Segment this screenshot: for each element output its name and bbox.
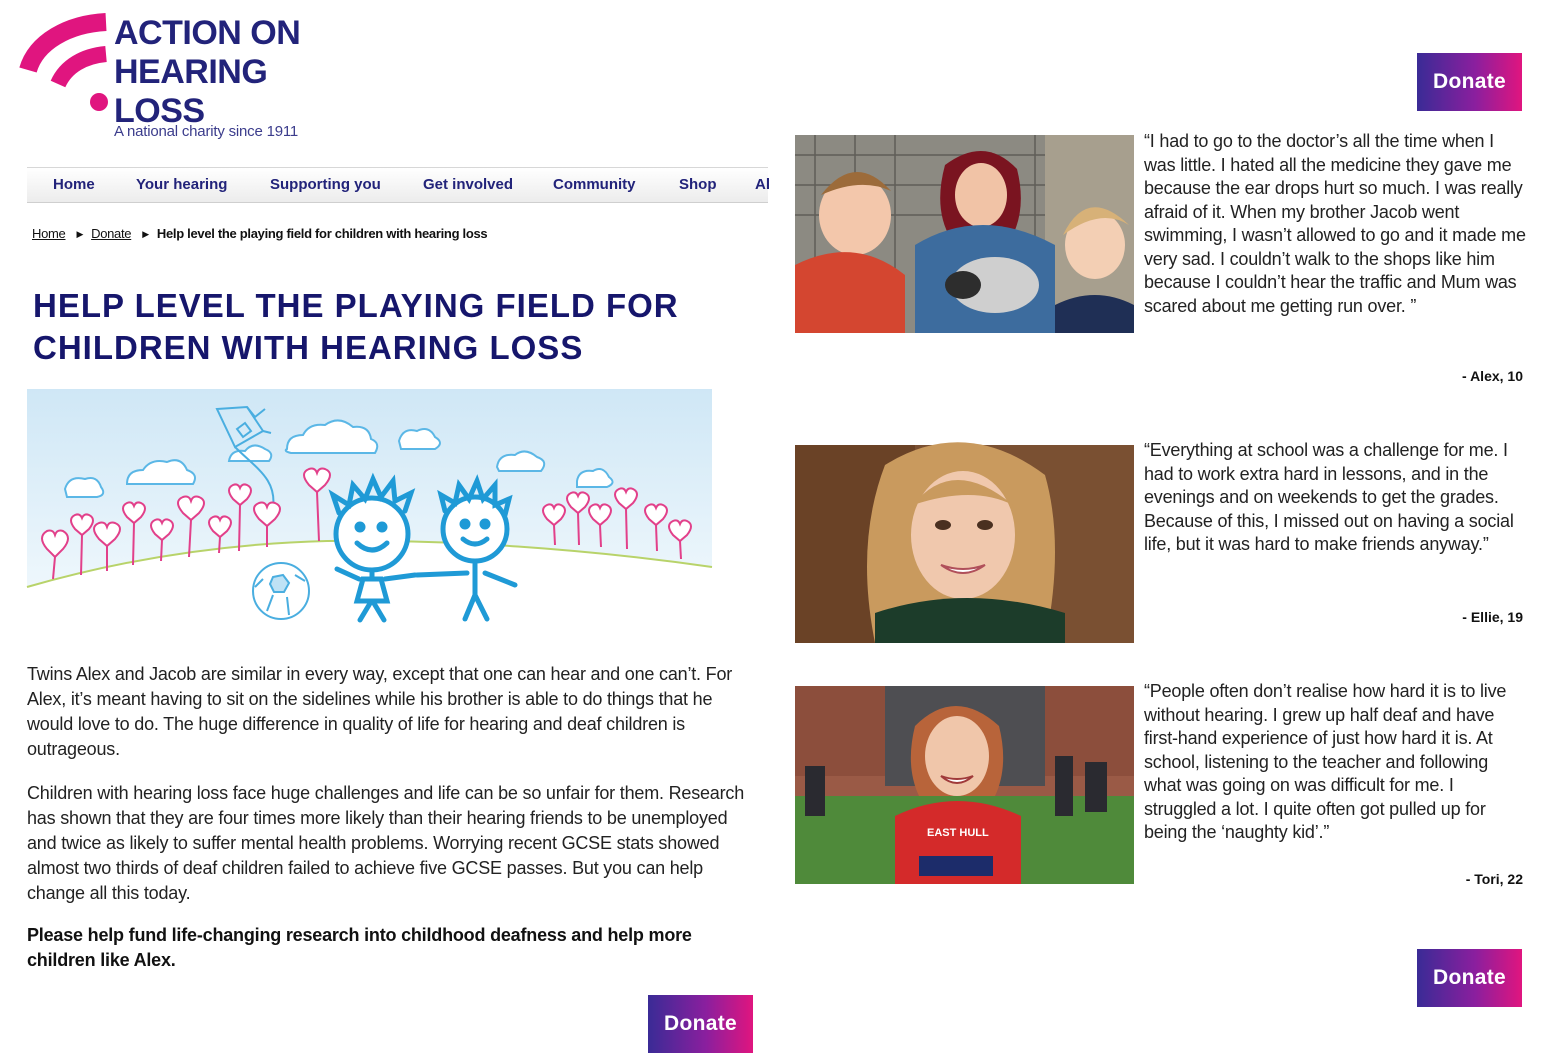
nav-item-shop[interactable]: Shop <box>679 176 717 193</box>
svg-text:EAST HULL: EAST HULL <box>927 827 989 839</box>
nav-item-more[interactable]: Al <box>755 176 770 193</box>
page-title: HELP LEVEL THE PLAYING FIELD FOR CHILDREN WITH HEARING LOSS <box>33 287 679 366</box>
testimonial-quote-tori: “People often don’t realise how hard it is to live without hearing. I grew up half deaf and have first-hand experience of just how hard it is. At school, listening to the teacher and following what was going on was difficult for me. I struggled a lot. I quite often got pulled up for being the ‘naughty kid’.” <box>1144 681 1507 842</box>
donate-button-bottom-right[interactable]: Donate <box>1417 949 1522 1007</box>
site-logo[interactable] <box>26 14 336 144</box>
testimonial-attribution-ellie: - Ellie, 19 <box>1462 609 1523 625</box>
photo-ellie <box>795 445 1134 643</box>
testimonial-attribution-alex: - Alex, 10 <box>1462 368 1523 384</box>
logo-line-1: ACTION ON <box>114 14 301 52</box>
main-nav <box>27 167 768 203</box>
nav-item-home[interactable]: Home <box>53 176 95 193</box>
nav-item-community[interactable]: Community <box>553 176 636 193</box>
logo-line-2: HEARING <box>114 53 268 91</box>
logo-wordmark <box>114 14 300 131</box>
photo-tori <box>795 686 1134 884</box>
donate-button-bottom-left[interactable]: Donate <box>648 995 753 1053</box>
logo-line-3: LOSS <box>114 92 205 130</box>
testimonial-quote-ellie: “Everything at school was a challenge for me. I had to work extra hard in lessons, and in the evenings and on weekends to get the grades. Because of this, I missed out on having a social life, but it was hard to make friends anyway.” <box>1144 440 1514 554</box>
nav-item-your-hearing[interactable]: Your hearing <box>136 176 228 193</box>
breadcrumb-home-link[interactable]: Home <box>32 226 66 241</box>
children-playing-illustration <box>27 389 712 627</box>
photo-alex-family <box>795 135 1134 333</box>
breadcrumb-donate-link[interactable]: Donate <box>91 226 132 241</box>
breadcrumb-current: Help level the playing field for children with hearing loss <box>156 226 488 241</box>
nav-item-get-involved[interactable]: Get involved <box>423 176 514 193</box>
call-to-action-paragraph: Please help fund life-changing research into childhood deafness and help more children like Alex. <box>27 925 692 970</box>
logo-tagline: A national charity since 1911 <box>114 123 299 140</box>
intro-paragraph: Twins Alex and Jacob are similar in every way, except that one can hear and one can’t. For Alex, it’s meant having to sit on the sidelines while his brother is able to do things that he would love to do. The huge difference in quality of life for hearing and deaf children is outrageous. <box>27 664 733 759</box>
nav-item-supporting-you[interactable]: Supporting you <box>270 176 381 193</box>
chevron-right-icon: ▶ <box>142 229 149 239</box>
donate-button-top[interactable]: Donate <box>1417 53 1522 111</box>
hearing-waves-logo-icon <box>26 18 110 116</box>
breadcrumb <box>32 226 487 241</box>
testimonial-quote-alex: “I had to go to the doctor’s all the time when I was little. I hated all the medicine they gave me because the ear drops hurt so much. I was really afraid of it. When my brother Jacob went swimming, I wasn’t allowed to go and it made me very sad. I couldn’t walk to the shops like him because I couldn’t hear the traffic and Mum was scared about me getting run over. ” <box>1144 131 1526 316</box>
chevron-right-icon: ▶ <box>76 229 84 239</box>
testimonial-attribution-tori: - Tori, 22 <box>1465 871 1523 887</box>
research-paragraph: Children with hearing loss face huge challenges and life can be so unfair for them. Research has shown that they are four times more likely than their hearing friends to be unemployed and twice as likely to suffer mental health problems. Worrying recent GCSE stats showed almost two thirds of deaf children failed to achieve five GCSE passes. But you can help change all this today. <box>27 783 745 903</box>
